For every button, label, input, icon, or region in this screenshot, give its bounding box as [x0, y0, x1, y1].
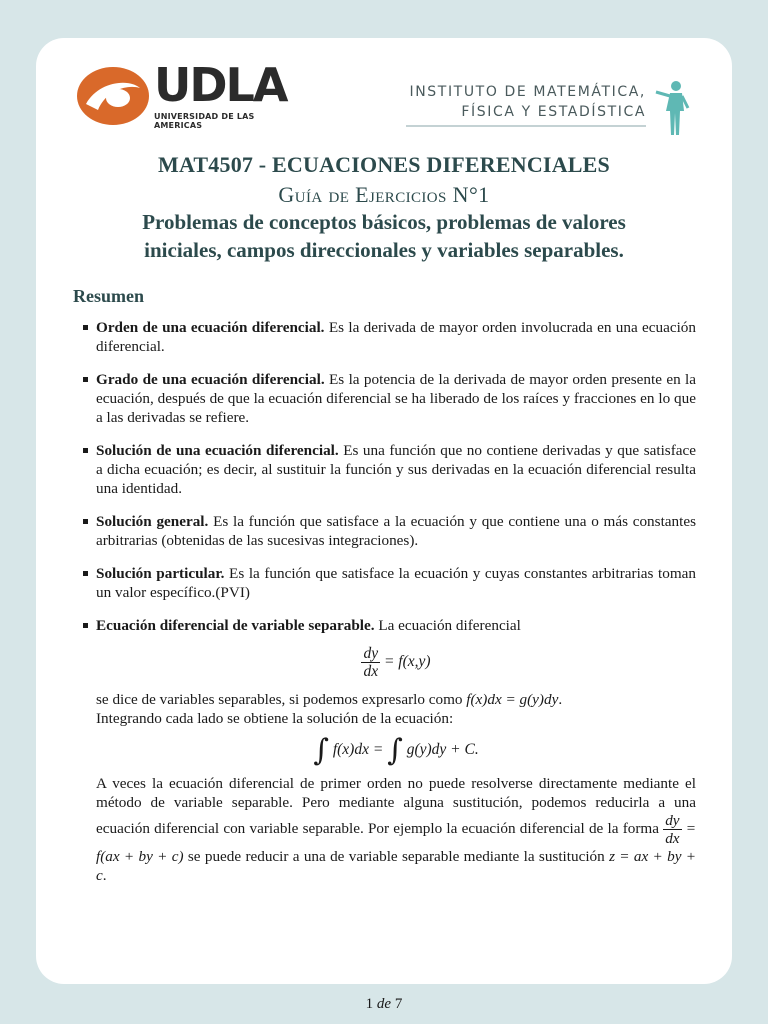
topic-title-line2: iniciales, campos direccionales y variables separables. — [144, 238, 624, 262]
integral-right: g(y)dy + C. — [406, 741, 479, 758]
item-text: Es la derivada de mayor orden involucrada en una ecuación diferencial. — [96, 319, 696, 355]
institute-rule — [406, 125, 646, 127]
derivative-fraction — [361, 645, 380, 680]
bullet-icon — [83, 377, 88, 382]
item-text: La ecuación diferencial — [374, 617, 521, 634]
guide-title: Guía de Ejercicios N°1 — [278, 182, 490, 207]
list-item — [96, 616, 696, 885]
fraction-numerator: dy — [665, 811, 680, 829]
item-term: Solución particular. — [96, 565, 225, 582]
integral-left: f(x)dx = — [332, 741, 384, 758]
document-page — [36, 38, 732, 984]
explanation-math: f(x)dx = g(y)dy — [466, 691, 559, 708]
integral-equation — [96, 732, 696, 768]
item-term: Solución de una ecuación diferencial. — [96, 442, 339, 459]
institute-logo — [409, 78, 698, 138]
item-term: Grado de una ecuación diferencial. — [96, 371, 325, 388]
teacher-figure-icon — [646, 78, 692, 136]
explanation-text: se dice de variables separables, si podemos expresarlo como — [96, 691, 463, 708]
substitution-text: A veces la ecuación diferencial de primer orden no puede resolverse directamente mediante el método de variable separable. Pero mediante alguna sustitución, podemos reducirla a una ecuación diferencial con variable separable. Por ejemplo la ecuación diferencial de la forma — [96, 774, 696, 837]
section-heading: Resumen — [73, 286, 144, 306]
udla-swirl-icon — [76, 64, 150, 128]
topic-title-line1: Problemas de conceptos básicos, problemas de valores — [142, 210, 626, 234]
topic-title — [36, 208, 732, 264]
equation-rhs: = f(x,y) — [383, 653, 431, 671]
separable-explanation: se dice de variables separables, si podemos expresarlo como f(x)dx = g(y)dy. Integrando cada lado se obtiene la solución de la ecuación: — [96, 691, 563, 727]
substitution-paragraph — [96, 774, 696, 885]
udla-logo-text: UDLA — [154, 58, 287, 112]
list-item — [96, 512, 696, 550]
summary-list — [96, 318, 696, 899]
separable-equation — [96, 645, 696, 680]
item-text: Es la función que satisface a la ecuación y que contiene una o más constantes arbitrarias (obtenidas de las sucesivas integraciones). — [96, 513, 696, 549]
bullet-icon — [83, 448, 88, 453]
integral-sign-icon: ∫ — [313, 732, 329, 768]
fraction-denominator: dx — [665, 829, 680, 847]
course-title: MAT4507 - ECUACIONES DIFERENCIALES — [158, 152, 610, 177]
fraction-denominator: dx — [363, 663, 379, 680]
substitution-text-2: se puede reducir a una de variable separable mediante la sustitución — [187, 847, 605, 865]
udla-logo — [76, 58, 287, 132]
udla-logo-subtitle: UNIVERSIDAD DE LAS AMERICAS — [154, 112, 255, 130]
page-number — [0, 996, 768, 1013]
item-text: Es la potencia de la derivada de mayor orden presente en la ecuación, después de que la ecuación diferencial se ha liberado de los raíces y fracciones en lo que a las derivadas se refiere. — [96, 371, 697, 426]
page-current: 1 — [365, 996, 374, 1012]
item-text: Es la función que satisface la ecuación y cuyas constantes arbitrarias toman un valor específico.(PVI) — [96, 565, 696, 601]
list-item — [96, 441, 696, 498]
fraction-numerator: dy — [363, 645, 379, 662]
list-item — [96, 370, 696, 427]
substitution-math: z = ax + by + c — [96, 847, 697, 884]
integral-sign-icon: ∫ — [387, 732, 403, 768]
item-text: Es una función que no contiene derivadas y que satisface a dicha ecuación; es decir, al sustituir la función y sus derivadas en la ecuación diferencial resulta una identidad. — [96, 442, 696, 497]
substitution-end: . — [102, 866, 107, 884]
substitution-rhs: = f(ax + by + c) — [96, 819, 697, 865]
substitution-fraction — [663, 812, 681, 847]
page-of: de — [376, 996, 392, 1012]
institute-name-line2: FÍSICA Y ESTADÍSTICA — [461, 104, 646, 120]
bullet-icon — [83, 519, 88, 524]
list-item — [96, 564, 696, 602]
page-total: 7 — [394, 996, 403, 1012]
bullet-icon — [83, 571, 88, 576]
item-term: Ecuación diferencial de variable separable. — [96, 617, 375, 634]
integration-text: Integrando cada lado se obtiene la solución de la ecuación: — [96, 710, 454, 727]
list-item — [96, 318, 696, 356]
item-term: Solución general. — [96, 513, 209, 530]
item-term: Orden de una ecuación diferencial. — [96, 319, 325, 336]
bullet-icon — [83, 623, 88, 628]
bullet-icon — [83, 325, 88, 330]
institute-name-line1: INSTITUTO DE MATEMÁTICA, — [409, 84, 646, 100]
